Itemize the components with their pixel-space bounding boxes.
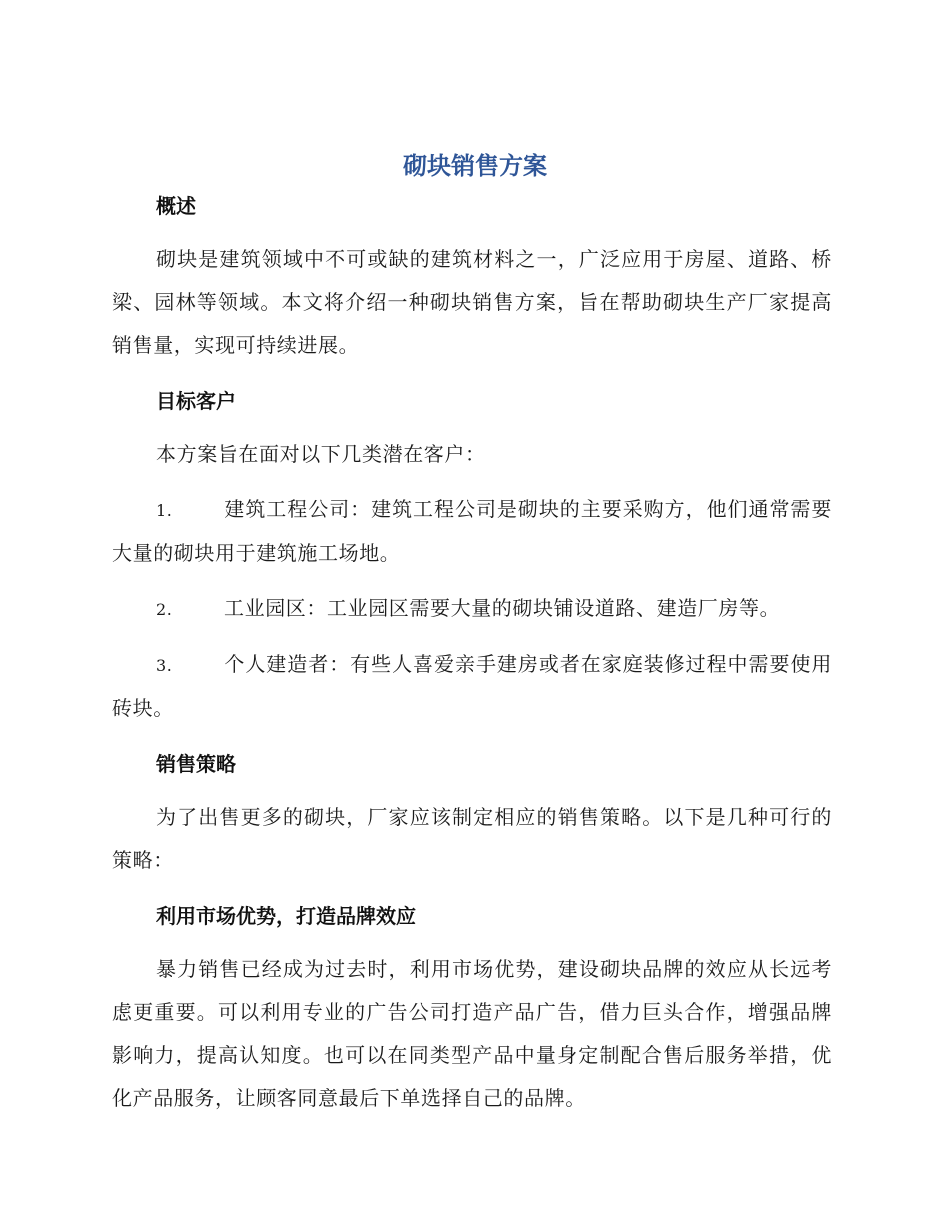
list-item-text: 工业园区：工业园区需要大量的砌块铺设道路、建造厂房等。: [224, 596, 781, 620]
section-heading-sales-strategy: 销售策略: [156, 752, 236, 776]
document-body: [112, 186, 832, 1120]
subsection-heading-brand: 利用市场优势，打造品牌效应: [156, 904, 416, 928]
section-heading-target-customers: 目标客户: [156, 389, 236, 413]
list-item: [112, 643, 832, 730]
brand-paragraph: 暴力销售已经成为过去时，利用市场优势，建设砌块品牌的效应从长远考虑更重要。可以利用专业的广告公司打造产品广告，借力巨头合作，增强品牌影响力，提高认知度。也可以在同类型产品中量身定制配合售后服务举措，优化产品服务，让顾客同意最后下单选择自己的品牌。: [112, 957, 832, 1110]
list-item-text: 建筑工程公司：建筑工程公司是砌块的主要采购方，他们通常需要大量的砌块用于建筑施工场地。: [112, 497, 832, 565]
list-item: [112, 587, 832, 631]
target-intro-paragraph: 本方案旨在面对以下几类潜在客户：: [156, 442, 486, 466]
overview-paragraph: 砌块是建筑领域中不可或缺的建筑材料之一，广泛应用于房屋、道路、桥梁、园林等领域。本文将介绍一种砌块销售方案，旨在帮助砌块生产厂家提高销售量，实现可持续进展。: [112, 247, 832, 357]
strategy-intro-paragraph: 为了出售更多的砌块，厂家应该制定相应的销售策略。以下是几种可行的策略：: [112, 805, 832, 872]
list-item-number: 2.: [156, 600, 173, 619]
list-item: [112, 488, 832, 575]
document-title: 砌块销售方案: [403, 152, 547, 180]
list-item-number: 1.: [156, 501, 173, 520]
section-heading-overview: 概述: [156, 194, 196, 218]
list-item-number: 3.: [156, 656, 173, 675]
list-item-text: 个人建造者：有些人喜爱亲手建房或者在家庭装修过程中需要使用砖块。: [112, 652, 832, 720]
